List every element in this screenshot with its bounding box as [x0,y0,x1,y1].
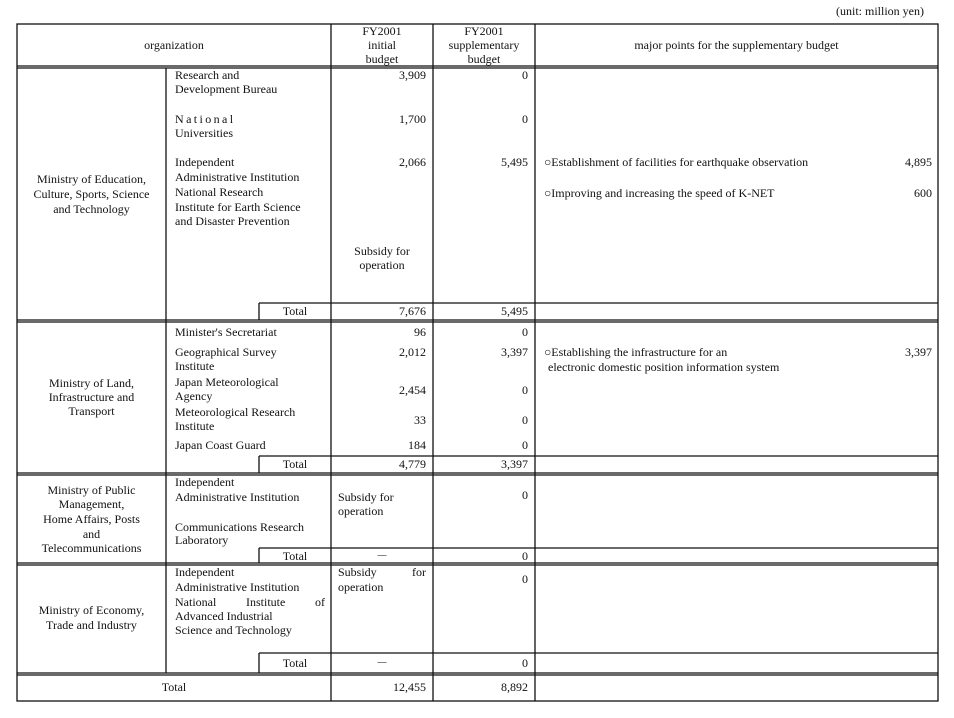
org-label-line: Meteorological Research [175,405,296,419]
org-label-line: Independent [175,475,235,489]
total-supp: 5,495 [501,304,528,318]
ministry-name-line: Ministry of Economy, [38,603,145,617]
supp-value: 0 [522,112,528,126]
org-label-line: Independent [175,155,235,169]
ministry-name-line: Culture, Sports, Science [33,187,150,201]
subsidy-note: operation [359,258,405,272]
supp-value: 0 [522,413,528,427]
org-label-line: Research and [175,68,240,82]
org-label-line: Institute [175,359,215,373]
ministry-name-line: Transport [68,404,115,418]
org-label-line: National [175,112,236,126]
initial-value: 3,909 [399,68,426,82]
header-initial-line2: initial [368,38,396,52]
org-label-line: Institute for Earth Science [175,200,301,214]
grand-total-supp: 8,892 [501,680,528,694]
supp-value: 3,397 [501,345,528,359]
supp-value: 0 [522,325,528,339]
unit-note: (unit: million yen) [836,4,924,18]
org-label-line: Science and Technology [175,623,292,637]
org-label-line: Administrative Institution [175,170,300,184]
total-label: Total [282,304,308,318]
org-label-line: Administrative Institution [175,490,300,504]
subsidy-word: for [412,565,426,579]
major-point: ○Establishing the infrastructure for an [544,345,728,359]
org-label-line: Minister's Secretariat [175,325,277,339]
ministry-name-line: Telecommunications [41,541,142,555]
major-point: ○Improving and increasing the speed of K-NET [544,186,775,200]
supp-value: 0 [522,68,528,82]
subsidy-note [338,565,426,579]
header-initial-line3: budget [365,52,399,66]
org-label-line: Agency [175,389,213,403]
label-word: Institute [246,595,286,609]
ministry-name-line: and [82,527,101,541]
org-label-line: Communications Research [175,520,304,534]
supp-value: 0 [522,438,528,452]
header-supp-line1: FY2001 [464,24,504,38]
major-point-amount: 4,895 [905,155,932,169]
ministry-name-line: Home Affairs, Posts [43,512,140,526]
org-label-line: Japan Meteorological [175,375,279,389]
ministry-name-line: Infrastructure and [48,390,135,404]
total-supp: 0 [522,549,528,563]
total-label: Total [282,656,308,670]
grand-total-label: Total [161,680,187,694]
org-label-line: Geographical Survey [175,345,277,359]
total-initial: － [375,549,388,563]
ministry-name-line: and Technology [53,202,130,216]
total-supp: 3,397 [501,457,528,471]
initial-value: 1,700 [399,112,426,126]
org-label-line: Universities [175,126,233,140]
org-label-line: Institute [175,419,215,433]
label-word: of [315,595,325,609]
org-label-line: National Research [175,185,264,199]
initial-value: 2,454 [399,383,426,397]
major-point: ○Establishment of facilities for earthquake observation [544,155,809,169]
org-label-line: Development Bureau [175,82,278,96]
initial-value: 2,066 [399,155,426,169]
ministry-name-line: Ministry of Education, [37,172,146,186]
org-label-line [175,595,325,609]
subsidy-note: Subsidy for [354,244,410,258]
initial-value: 2,012 [399,345,426,359]
ministry-name-line: Management, [58,497,125,511]
org-label-line: Advanced Industrial [175,609,273,623]
header-organization: organization [144,38,204,52]
org-label-line: Administrative Institution [175,580,300,594]
major-point: electronic domestic position information system [548,360,780,374]
org-label-line: and Disaster Prevention [175,214,290,228]
header-supp-line3: budget [467,52,501,66]
total-initial: 4,779 [399,457,426,471]
initial-value: 96 [414,325,426,339]
major-point-amount: 600 [914,186,932,200]
total-initial: － [375,656,388,670]
initial-value: 184 [408,438,426,452]
org-label-line: Laboratory [175,533,229,547]
header-supp-line2: supplementary [448,38,520,52]
total-label: Total [282,549,308,563]
total-initial: 7,676 [399,304,426,318]
supp-value: 0 [522,383,528,397]
subsidy-word: Subsidy [338,565,377,579]
org-label-line: Japan Coast Guard [175,438,266,452]
supp-value: 0 [522,488,528,502]
total-supp: 0 [522,656,528,670]
ministry-name-line: Trade and Industry [46,618,137,632]
major-point-amount: 3,397 [905,345,932,359]
subsidy-note: operation [338,504,384,518]
supp-value: 0 [522,572,528,586]
label-word: National [175,595,217,609]
header-major-points: major points for the supplementary budget [634,38,839,52]
total-label: Total [282,457,308,471]
org-label-line: Independent [175,565,235,579]
grand-total-initial: 12,455 [393,680,426,694]
header-initial-line1: FY2001 [362,24,402,38]
ministry-name-line: Ministry of Land, [49,376,134,390]
ministry-name-line: Ministry of Public [47,483,136,497]
subsidy-note: Subsidy for [338,490,394,504]
subsidy-note: operation [338,580,384,594]
initial-value: 33 [414,413,426,427]
supp-value: 5,495 [501,155,528,169]
